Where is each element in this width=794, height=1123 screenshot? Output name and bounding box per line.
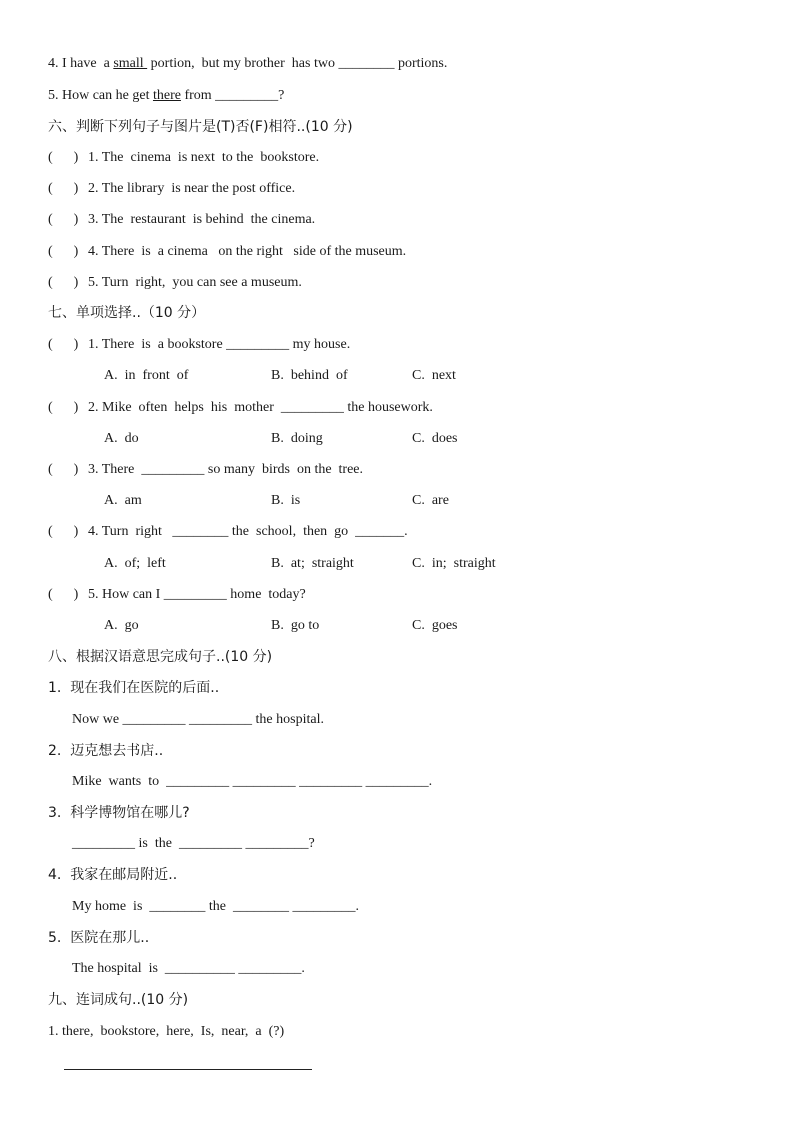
section-7-heading: 七、单项选择..（10 分）	[48, 305, 206, 321]
option-c[interactable]: C. does	[412, 431, 458, 446]
judge-item-4: 4. There is a cinema on the right side of the museum.	[88, 244, 407, 259]
answer-paren[interactable]: ( )	[48, 524, 79, 539]
english-fill-3[interactable]: _________ is the _________ _________?	[72, 836, 315, 851]
choice-question-1: 1. There is a bookstore _________ my house.	[88, 337, 351, 352]
choice-question-4: 4. Turn right ________ the school, then go _______.	[88, 524, 408, 539]
q-text: 4. I have a	[48, 56, 114, 71]
chinese-prompt-2: 2. 迈克想去书店..	[48, 743, 164, 759]
english-fill-2[interactable]: Mike wants to _________ _________ _________ _________.	[72, 774, 433, 789]
answer-paren[interactable]: ( )	[48, 244, 79, 259]
answer-paren[interactable]: ( )	[48, 181, 79, 196]
english-fill-1[interactable]: Now we _________ _________ the hospital.	[72, 712, 324, 727]
option-c[interactable]: C. are	[412, 493, 449, 508]
option-b[interactable]: B. doing	[271, 431, 323, 446]
judge-item-5: 5. Turn right, you can see a museum.	[88, 275, 302, 290]
judge-item-2: 2. The library is near the post office.	[88, 181, 296, 196]
section-9-heading: 九、连词成句..(10 分)	[48, 992, 189, 1008]
chinese-prompt-1: 1. 现在我们在医院的后面..	[48, 680, 220, 696]
q-text: 5. How can he get	[48, 88, 153, 103]
option-b[interactable]: B. go to	[271, 618, 320, 633]
section-6-heading: 六、判断下列句子与图片是(T)否(F)相符..(10 分)	[48, 119, 353, 135]
chinese-prompt-3: 3. 科学博物馆在哪儿?	[48, 805, 190, 821]
judge-item-1: 1. The cinema is next to the bookstore.	[88, 150, 320, 165]
option-b[interactable]: B. behind of	[271, 368, 348, 383]
option-b[interactable]: B. is	[271, 493, 301, 508]
answer-paren[interactable]: ( )	[48, 212, 79, 227]
section-8-heading: 八、根据汉语意思完成句子..(10 分)	[48, 649, 273, 665]
q-text: from _________?	[180, 88, 285, 103]
answer-paren[interactable]: ( )	[48, 400, 79, 415]
answer-paren[interactable]: ( )	[48, 587, 79, 602]
option-c[interactable]: C. goes	[412, 618, 458, 633]
english-fill-5[interactable]: The hospital is __________ _________.	[72, 961, 305, 976]
q-text: portion, but my brother has two ________ portions.	[147, 56, 448, 71]
underlined-word: small	[113, 56, 148, 71]
answer-paren[interactable]: ( )	[48, 337, 79, 352]
answer-paren[interactable]: ( )	[48, 462, 79, 477]
chinese-prompt-4: 4. 我家在邮局附近..	[48, 867, 178, 883]
option-c[interactable]: C. next	[412, 368, 456, 383]
chinese-prompt-5: 5. 医院在那儿..	[48, 930, 150, 946]
answer-line[interactable]	[64, 1069, 312, 1070]
choice-question-2: 2. Mike often helps his mother _________ the housework.	[88, 400, 433, 415]
answer-paren[interactable]: ( )	[48, 150, 79, 165]
option-c[interactable]: C. in; straight	[412, 556, 496, 571]
option-a[interactable]: A. of; left	[104, 556, 166, 571]
option-a[interactable]: A. am	[104, 493, 142, 508]
question-5-4	[48, 55, 447, 73]
option-b[interactable]: B. at; straight	[271, 556, 354, 571]
choice-question-5: 5. How can I _________ home today?	[88, 587, 306, 602]
choice-question-3: 3. There _________ so many birds on the tree.	[88, 462, 364, 477]
answer-paren[interactable]: ( )	[48, 275, 79, 290]
underlined-word: there	[152, 88, 181, 103]
judge-item-3: 3. The restaurant is behind the cinema.	[88, 212, 316, 227]
question-5-5	[48, 87, 284, 105]
option-a[interactable]: A. do	[104, 431, 139, 446]
word-order-item-1: 1. there, bookstore, here, Is, near, a (?)	[48, 1024, 285, 1039]
option-a[interactable]: A. in front of	[104, 368, 189, 383]
option-a[interactable]: A. go	[104, 618, 139, 633]
english-fill-4[interactable]: My home is ________ the ________ _________.	[72, 899, 359, 914]
